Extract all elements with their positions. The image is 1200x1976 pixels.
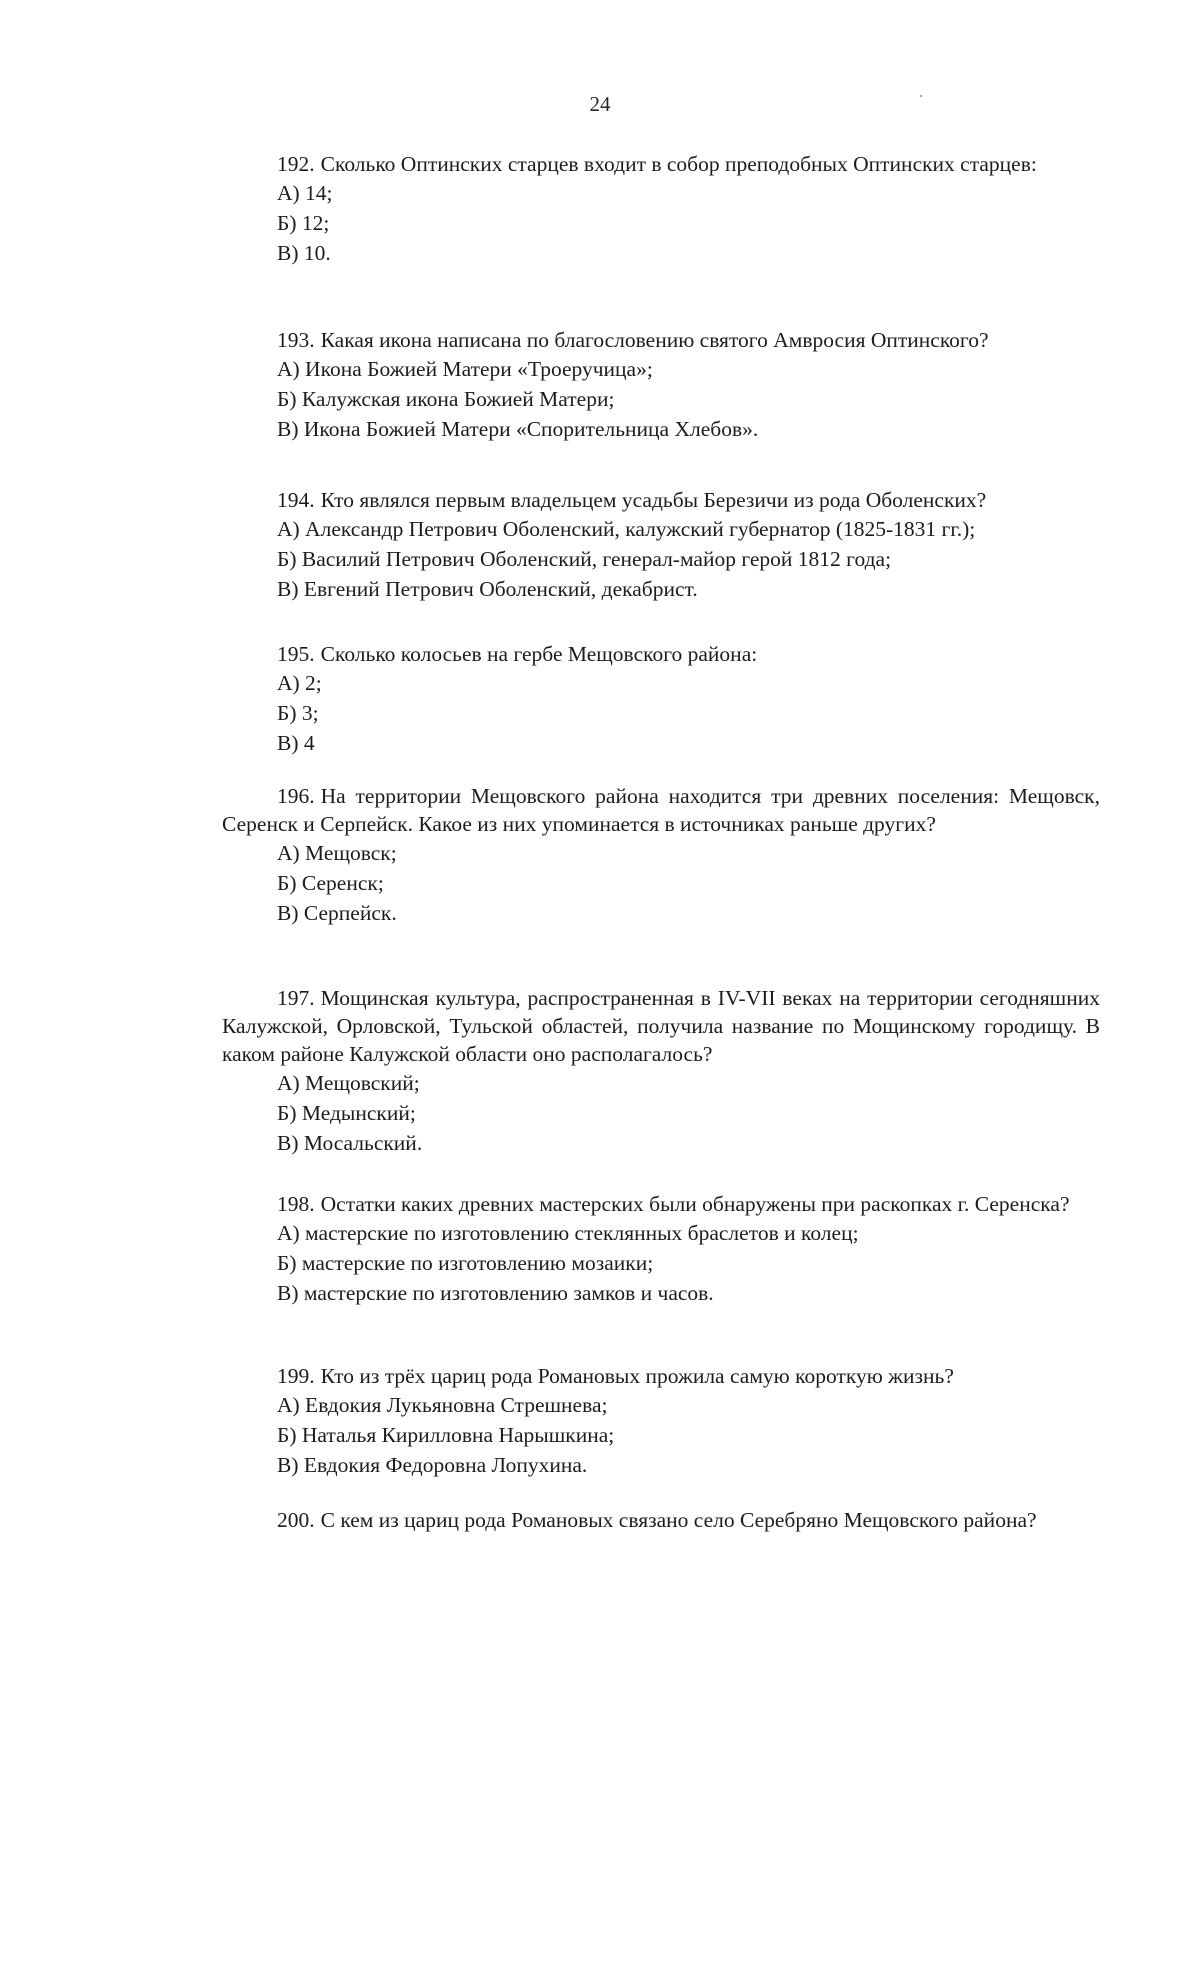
question-196 xyxy=(0,782,1200,928)
question-199 xyxy=(0,1362,1200,1480)
page-number: 24 xyxy=(589,92,611,116)
question-text xyxy=(0,326,1200,354)
answer-option-b: Б) Василий Петрович Оболенский, генерал-майор герой 1812 года; xyxy=(277,547,892,571)
answer-option-c: В) Евгений Петрович Оболенский, декабрист. xyxy=(277,577,698,601)
question-number: 197. xyxy=(277,986,315,1010)
question-body: Сколько колосьев на гербе Мещовского района: xyxy=(320,642,758,666)
answer-option-a: А) Мещовск; xyxy=(277,841,397,865)
answer-option-c: В) Мосальский. xyxy=(277,1131,423,1155)
scan-speck xyxy=(920,95,922,97)
answer-option-c: В) 10. xyxy=(277,241,331,265)
question-192 xyxy=(0,150,1200,268)
question-body: Какая икона написана по благословению святого Амвросия Оптинского? xyxy=(320,328,989,352)
answer-option-b: Б) Наталья Кирилловна Нарышкина; xyxy=(277,1423,615,1447)
answer-option-a: А) Евдокия Лукьяновна Стрешнева; xyxy=(277,1393,608,1417)
answer-option-a: А) 14; xyxy=(277,181,333,205)
question-text xyxy=(0,150,1200,178)
question-198 xyxy=(0,1190,1200,1308)
question-body: Кто из трёх цариц рода Романовых прожила самую короткую жизнь? xyxy=(320,1364,954,1388)
question-197 xyxy=(0,984,1200,1158)
question-number: 199. xyxy=(277,1364,315,1388)
answer-options xyxy=(0,514,1200,604)
question-body: Кто являлся первым владельцем усадьбы Березичи из рода Оболенских? xyxy=(320,488,987,512)
question-text xyxy=(0,1190,1200,1218)
answer-option-a: А) Александр Петрович Оболенский, калужский губернатор (1825-1831 гг.); xyxy=(277,517,976,541)
answer-options xyxy=(0,1218,1200,1308)
question-text xyxy=(0,782,1200,838)
question-number: 194. xyxy=(277,488,315,512)
answer-option-b: Б) Калужская икона Божией Матери; xyxy=(277,387,615,411)
answer-option-b: Б) Медынский; xyxy=(277,1101,416,1125)
answer-option-c: В) 4 xyxy=(277,731,315,755)
question-body: На территории Мещовского района находится три древних поселения: Мещовск, Серенск и Серпейск. Какое из них упоминается в источниках раньше других? xyxy=(222,784,1100,836)
question-193 xyxy=(0,326,1200,444)
answer-option-c: В) Серпейск. xyxy=(277,901,397,925)
answer-options xyxy=(0,354,1200,444)
answer-options xyxy=(0,838,1200,928)
question-number: 200. xyxy=(277,1508,315,1532)
answer-option-a: А) Мещовский; xyxy=(277,1071,420,1095)
question-body: Сколько Оптинских старцев входит в собор преподобных Оптинских старцев: xyxy=(320,152,1037,176)
answer-options xyxy=(0,1390,1200,1480)
question-number: 195. xyxy=(277,642,315,666)
question-195 xyxy=(0,640,1200,758)
question-text xyxy=(0,486,1200,514)
question-text xyxy=(0,984,1200,1068)
question-text xyxy=(0,1506,1200,1534)
answer-option-b: Б) Серенск; xyxy=(277,871,384,895)
answer-option-a: А) Икона Божией Матери «Троеручица»; xyxy=(277,357,653,381)
answer-option-c: В) мастерские по изготовлению замков и часов. xyxy=(277,1281,714,1305)
answer-options xyxy=(0,1068,1200,1158)
question-text xyxy=(0,640,1200,668)
answer-option-b: Б) 3; xyxy=(277,701,319,725)
question-200 xyxy=(0,1506,1200,1534)
answer-option-b: Б) 12; xyxy=(277,211,330,235)
answer-options xyxy=(0,668,1200,758)
question-number: 198. xyxy=(277,1192,315,1216)
question-text xyxy=(0,1362,1200,1390)
question-194 xyxy=(0,486,1200,604)
answer-option-b: Б) мастерские по изготовлению мозаики; xyxy=(277,1251,654,1275)
answer-option-c: В) Евдокия Федоровна Лопухина. xyxy=(277,1453,588,1477)
question-number: 192. xyxy=(277,152,315,176)
question-body: Остатки каких древних мастерских были обнаружены при раскопках г. Серенска? xyxy=(320,1192,1070,1216)
answer-option-c: В) Икона Божией Матери «Спорительница Хлебов». xyxy=(277,417,759,441)
question-number: 193. xyxy=(277,328,315,352)
question-number: 196. xyxy=(277,784,315,808)
answer-option-a: А) мастерские по изготовлению стеклянных браслетов и колец; xyxy=(277,1221,859,1245)
question-body: Мощинская культура, распространенная в IV-VII веках на территории сегодняшних Калужской, Орловской, Тульской областей, получила название по Мощинскому городищу. В каком районе Калужской области оно располагалось? xyxy=(222,986,1100,1066)
answer-options xyxy=(0,178,1200,268)
answer-option-a: А) 2; xyxy=(277,671,322,695)
question-body: С кем из цариц рода Романовых связано село Серебряно Мещовского района? xyxy=(320,1508,1037,1532)
